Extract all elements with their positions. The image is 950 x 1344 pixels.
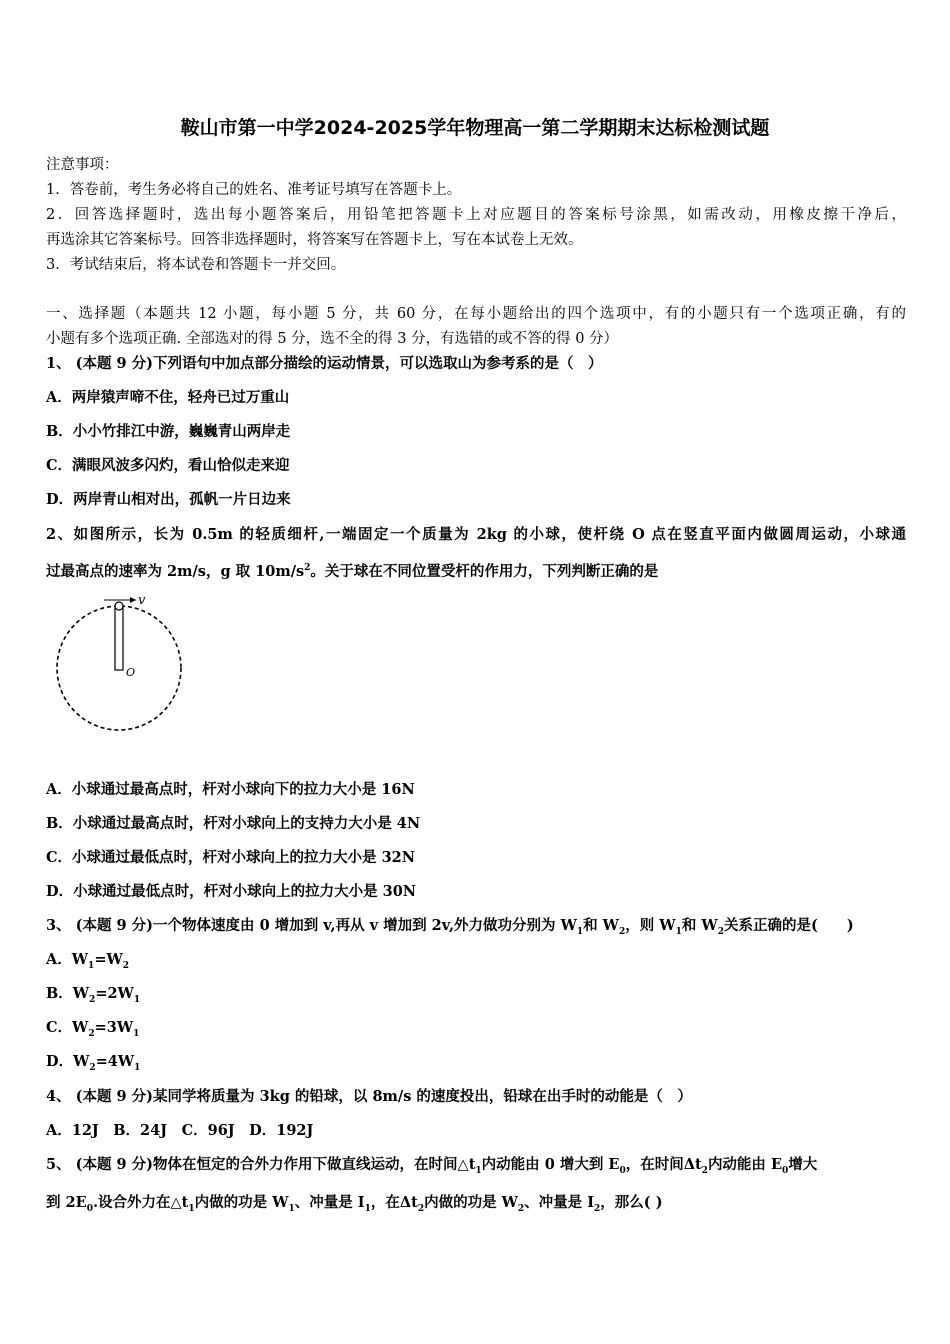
- notice-item: 2．回答选择题时，选出每小题答案后，用铅笔把答题卡上对应题目的答案标号涂黑，如需改动，用橡皮擦干净后，: [46, 207, 906, 223]
- section-heading: 一、选择题（本题共 12 小题，每小题 5 分，共 60 分，在每小题给出的四个选项中，有的小题只有一个选项正确，有的: [46, 306, 906, 322]
- notice-item: 再选涂其它答案标号。回答非选择题时，将答案写在答题卡上，写在本试卷上无效。: [46, 232, 583, 248]
- circular-motion-figure: [52, 592, 192, 742]
- center-label: O: [126, 666, 136, 679]
- question-2-option-c: C．小球通过最低点时，杆对小球向上的拉力大小是 32N: [46, 849, 416, 866]
- page-title: 鞍山市第一中学2024-2025学年物理高一第二学期期末达标检测试题: [180, 117, 770, 139]
- question-1-option-c: C．满眼风波多闪灼，看山恰似走来迎: [46, 457, 290, 474]
- question-3-option-a: A．$W_1=W_2$: [46, 951, 130, 971]
- question-4-stem: 4、 (本题 9 分)某同学将质量为 3kg 的铅球，以 8m/s 的速度投出，铅球在出手时的动能是（ ）: [46, 1088, 692, 1105]
- question-1-option-b: B．小小竹排江中游，巍巍青山两岸走: [46, 423, 291, 440]
- question-3-option-d: D．$W_2=4W_1$: [46, 1053, 141, 1073]
- question-5-stem: 5、 (本题 9 分)物体在恒定的合外力作用下做直线运动，在时间$\triangle t_1$内动能由 0 增大到 $E_0$，在时间$\Delta t_2$内动能由 $E_0$增大: [46, 1156, 818, 1176]
- section-heading-cont: 小题有多个选项正确. 全部选对的得 5 分，选不全的得 3 分，有选错的或不答的得 0 分）: [46, 331, 619, 347]
- question-4-options: A．12J B．24J C．96J D．192J: [46, 1122, 314, 1139]
- question-5-stem-cont: 到 $2E_0$.设合外力在$\triangle t_1$内做的功是 $W_1$、冲量是 $I_1$，在$\Delta t_2$内做的功是 $W_2$、冲量是 $I_2$，那么( ): [46, 1194, 663, 1214]
- question-1-option-a: A．两岸猿声啼不住，轻舟已过万重山: [46, 389, 290, 406]
- question-2-stem-cont: 过最高点的速率为 2m/s，g 取 $10m/s^2$。关于球在不同位置受杆的作用力，下列判断正确的是: [46, 563, 659, 580]
- question-1-stem: 1、 (本题 9 分)下列语句中加点部分描绘的运动情景，可以选取山为参考系的是（ ）: [46, 355, 603, 372]
- question-2-stem: 2、如图所示，长为 0.5m 的轻质细杆,一端固定一个质量为 2kg 的小球，使杆绕 O 点在竖直平面内做圆周运动，小球通: [46, 526, 906, 543]
- question-2-option-a: A．小球通过最高点时，杆对小球向下的拉力大小是 16N: [46, 781, 415, 798]
- question-3-stem: 3、 (本题 9 分)一个物体速度由 0 增加到 v,再从 v 增加到 2v,外力做功分别为 $W_1$和 $W_2$，则 $W_1$和 $W_2$关系正确的是( ): [46, 917, 854, 937]
- velocity-label: v: [138, 593, 146, 608]
- question-3-option-c: C．$W_2=3W_1$: [46, 1019, 140, 1039]
- ball: [115, 602, 123, 610]
- question-1-option-d: D．两岸青山相对出，孤帆一片日边来: [46, 491, 291, 508]
- question-2-option-d: D．小球通过最低点时，杆对小球向上的拉力大小是 30N: [46, 883, 417, 900]
- rod: [115, 606, 123, 670]
- question-2-option-b: B．小球通过最高点时，杆对小球向上的支持力大小是 4N: [46, 815, 421, 832]
- question-3-option-b: B．$W_2=2W_1$: [46, 985, 141, 1005]
- notice-heading: 注意事项：: [46, 157, 119, 173]
- notice-item: 3．考试结束后，将本试卷和答题卡一并交回。: [46, 257, 346, 273]
- velocity-arrowhead: [130, 597, 136, 603]
- notice-item: 1．答卷前，考生务必将自己的姓名、准考证号填写在答题卡上。: [46, 182, 462, 198]
